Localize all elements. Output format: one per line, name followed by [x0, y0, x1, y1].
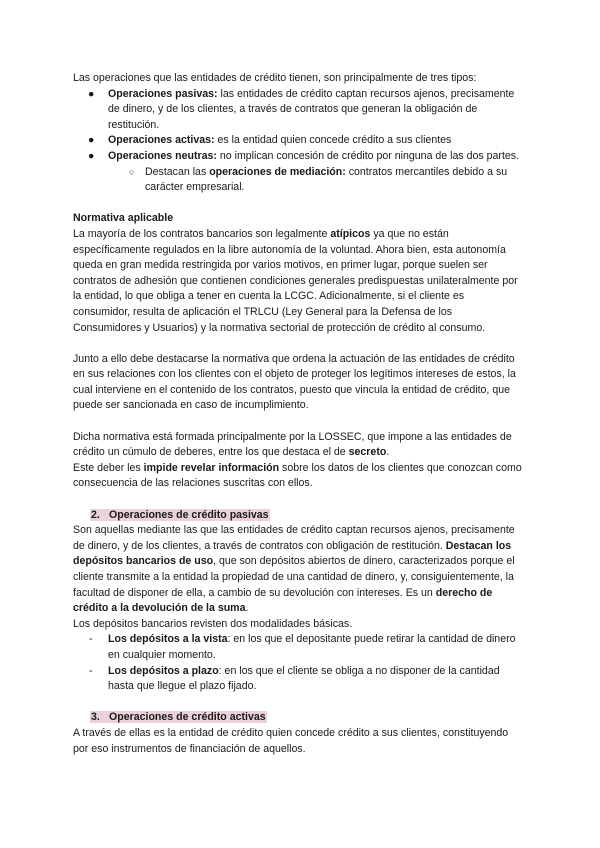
bullet-icon: ● — [88, 87, 95, 100]
bullet-icon: ● — [88, 149, 95, 162]
normativa-heading: Normativa aplicable — [73, 212, 174, 225]
list-item: - Los depósitos a plazo: en los que el cliente se obliga a no disponer de la cantidad hasta que llegue el plazo fijado. — [89, 664, 500, 693]
operation-types-list — [73, 87, 523, 196]
normativa-paragraph-4: Este deber les impide revelar información sobre los datos de los clientes que conozcan como consecuencia de las relaciones suscritas con ellos. — [73, 461, 522, 490]
normativa-paragraph-3: Dicha normativa está formada principalmente por la LOSSEC, que impone a las entidades de crédito un cúmulo de deberes, entre los que destaca el de secreto. — [73, 430, 512, 459]
dash-icon: - — [89, 664, 93, 677]
list-item: ● Operaciones neutras: no implican concesión de crédito por ninguna de las dos partes. ○ Destacan las operaciones de mediación: contratos mercantiles debido a su carácter empresarial. — [73, 149, 523, 196]
pasivas-paragraph-2: Los depósitos bancarios revisten dos modalidades básicas. — [73, 617, 353, 630]
normativa-paragraph-2: Junto a ello debe destacarse la normativa que ordena la actuación de las entidades de crédito en sus relaciones con los clientes con el objeto de proteger los legítimos intereses de estos, la cual interviene en el contenido de los contratos, puesto que vincula la entidad de crédito, que puede ser sancionada en caso de incumplimiento. — [73, 352, 516, 412]
activas-heading: 3. Operaciones de crédito activas — [91, 711, 266, 724]
list-item: ● Operaciones pasivas: las entidades de crédito captan recursos ajenos, precisamente de dinero, y de los clientes, a través de contratos que generan la obligación de restitución. — [88, 87, 515, 131]
list-item: - Los depósitos a la vista: en los que el depositante puede retirar la cantidad de dinero en cualquier momento. — [89, 633, 516, 661]
pasivas-paragraph-1: Son aquellas mediante las que las entidades de crédito captan recursos ajenos, precisamente de dinero, y de los clientes, a través de contratos con obligación de restitución. Destacan los depósitos bancarios de uso, que son depósitos abiertos de dinero, caracterizados porque el cliente transmite a la entidad la propiedad de una cantidad de dinero, y, consiguientemente, la facultad de disponer de ella, a cambio de su devolución con intereses. Es un derecho de crédito a la devolución de la suma. — [73, 524, 515, 615]
list-item: ○ Destacan las operaciones de mediación: contratos mercantiles debido a su carácter empresarial. — [129, 165, 508, 194]
sub-list — [73, 165, 523, 196]
list-item: ● Operaciones activas: es la entidad quien concede crédito a sus clientes — [73, 133, 523, 149]
pasivas-heading: 2. Operaciones de crédito pasivas — [91, 508, 269, 521]
deposit-types-list — [73, 632, 523, 694]
intro-paragraph: Las operaciones que las entidades de crédito tienen, son principalmente de tres tipos: — [73, 72, 477, 84]
document-page — [73, 71, 523, 757]
bullet-icon: ● — [88, 134, 95, 147]
circle-bullet-icon: ○ — [129, 166, 135, 177]
normativa-paragraph-1: La mayoría de los contratos bancarios son legalmente atípicos ya que no están específicamente regulados en la libre autonomía de la voluntad. Ahora bien, esta autonomía queda en gran medida restringida por varios motivos, en primer lugar, porque suelen ser contratos de adhesión que contienen condiciones generales predispuestas unilateralmente por la entidad, lo que obliga a tener en cuenta la LCGC. Adicionalmente, si el cliente es consumidor, resulta de aplicación el TRLCU (Ley General para la Defensa de los Consumidores y Usuarios) y la normativa sectorial de protección de crédito al consumo. — [73, 227, 518, 334]
dash-icon: - — [89, 633, 93, 646]
activas-paragraph-1: A través de ellas es la entidad de crédito quien concede crédito a sus clientes, constituyendo por eso instrumentos de financiación de aquellos. — [73, 726, 509, 755]
